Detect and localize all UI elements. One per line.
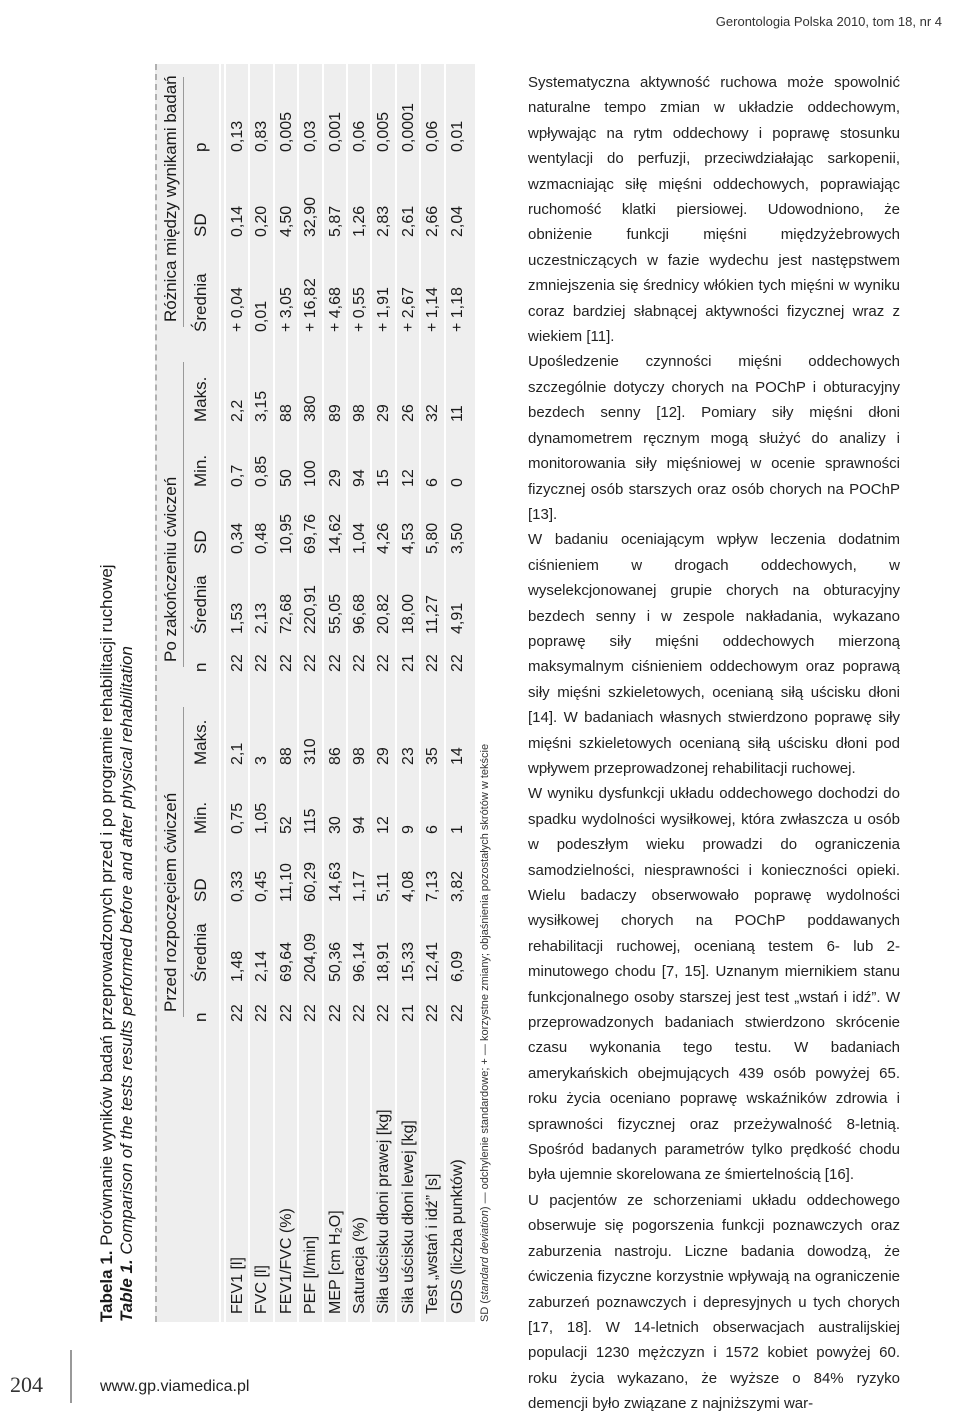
table-cell: 2,04 bbox=[448, 205, 466, 237]
row-label: Saturacja (%) bbox=[351, 1217, 368, 1314]
table-cell: 2,14 bbox=[253, 950, 271, 982]
table-cell: 69,64 bbox=[277, 941, 295, 982]
paragraph: Systematyczna aktywność ruchowa może spowolnić naturalne tempo zmian w układzie oddechowym, wpływając na rytm oddechowy i poprawę stosunku wentylacji do perfuzji, przeciwdziałając sarkopenii, wzmacniając siłę mięśni oddechowych, poprawiając ruchomość klatki piersiowej. Udowodniono, że obniżenie funkcji mięśni międzyżebrowych uczestniczących w fazie wydechu jest następstwem zmniejszenia się średnicy włókien tych mięśni w wyniku coraz bardziej słabnącej aktywności fizycznej wraz z wiekiem [11]. bbox=[528, 74, 900, 346]
table-cell: 2,13 bbox=[253, 602, 271, 634]
table-cell: 22 bbox=[253, 654, 271, 672]
table-cell: 0 bbox=[448, 478, 466, 487]
table-footnote bbox=[479, 744, 491, 1322]
column-header: n bbox=[191, 1012, 210, 1022]
table-caption-pl bbox=[97, 564, 117, 1322]
group-rule-after bbox=[183, 362, 184, 667]
table-cell: 11 bbox=[448, 405, 466, 422]
table-cell: + 0,55 bbox=[351, 287, 368, 332]
column-header: Średnia bbox=[191, 273, 210, 332]
table-cell: 14 bbox=[448, 747, 466, 765]
table-region bbox=[95, 64, 500, 1322]
table-cell: + 4,68 bbox=[326, 287, 344, 332]
table-row bbox=[422, 64, 445, 1322]
table-cell: 26 bbox=[399, 404, 417, 422]
table-cell: 1,05 bbox=[253, 802, 271, 834]
table-cell: + 1,18 bbox=[448, 287, 466, 332]
table-cell: 22 bbox=[448, 1004, 466, 1022]
table-cell: 52 bbox=[277, 816, 295, 834]
table-cell: 0,01 bbox=[253, 300, 271, 332]
column-header: Maks. bbox=[191, 376, 210, 422]
table-cell: 2,1 bbox=[229, 742, 246, 765]
table-cell: 22 bbox=[375, 1004, 393, 1022]
table-cell: 30 bbox=[326, 816, 344, 834]
table-cell: 22 bbox=[424, 1004, 442, 1022]
table-cell: 96,68 bbox=[351, 593, 368, 634]
rotated-table bbox=[95, 64, 500, 1322]
table-cell: 35 bbox=[424, 747, 442, 765]
table-row bbox=[251, 64, 274, 1322]
table-cell: 1,53 bbox=[229, 602, 246, 634]
table-cell: 4,08 bbox=[399, 870, 417, 902]
row-label: MEP [cm H₂O] bbox=[326, 1210, 344, 1314]
table-cell: 22 bbox=[253, 1004, 271, 1022]
table-cell: 6 bbox=[424, 825, 442, 834]
table-cell: 98 bbox=[351, 404, 368, 422]
table-row bbox=[398, 64, 421, 1322]
table-cell: 1,48 bbox=[229, 950, 246, 982]
group-rule-difference bbox=[183, 77, 184, 327]
table-cell: 20,82 bbox=[375, 593, 393, 634]
table-cell: 98 bbox=[351, 747, 368, 765]
row-separator bbox=[395, 64, 397, 1322]
table-cell: 94 bbox=[351, 816, 368, 834]
table-cell: 4,91 bbox=[448, 602, 466, 634]
table-row bbox=[300, 64, 323, 1322]
row-label: FVC [l] bbox=[253, 1265, 271, 1314]
row-separator bbox=[444, 64, 446, 1322]
table-cell: 0,005 bbox=[277, 111, 295, 152]
table-cell: 1,26 bbox=[351, 205, 368, 237]
row-label: FEV1/FVC (%) bbox=[277, 1208, 295, 1314]
table-cell: 89 bbox=[326, 404, 344, 422]
table-cell: 0,45 bbox=[253, 870, 271, 902]
table-cell: 0,7 bbox=[229, 464, 246, 487]
table-cell: 60,29 bbox=[302, 861, 320, 902]
table-cell: 380 bbox=[302, 395, 320, 422]
column-header: Średnia bbox=[191, 575, 210, 634]
table-cell: 0,20 bbox=[253, 205, 271, 237]
table-cell: + 16,82 bbox=[302, 278, 320, 332]
table-cell: 72,68 bbox=[277, 593, 295, 634]
table-cell: 5,11 bbox=[375, 872, 393, 902]
table-cell: 1,04 bbox=[351, 522, 368, 554]
caption-pl-label: Tabela 1. bbox=[97, 1250, 116, 1322]
body-text-column bbox=[528, 70, 900, 1417]
table-cell: 22 bbox=[229, 654, 246, 672]
table-cell: 55,05 bbox=[326, 593, 344, 634]
table-cell: 7,13 bbox=[424, 870, 442, 902]
table-cell: 18,91 bbox=[375, 941, 393, 982]
column-header: Min. bbox=[191, 454, 210, 487]
table-cell: 32,90 bbox=[302, 196, 320, 237]
table-cell: + 1,14 bbox=[424, 287, 442, 332]
table-cell: 12,41 bbox=[424, 941, 442, 982]
table-cell: 204,09 bbox=[302, 933, 320, 982]
table-cell: 69,76 bbox=[302, 513, 320, 554]
table-caption-en bbox=[117, 646, 137, 1322]
table-cell: 22 bbox=[302, 654, 320, 672]
table-cell: 22 bbox=[375, 654, 393, 672]
table-cell: 5,80 bbox=[424, 522, 442, 554]
column-header: SD bbox=[191, 878, 210, 902]
website-link[interactable]: www.gp.viamedica.pl bbox=[100, 1378, 250, 1395]
table-cell: 32 bbox=[424, 404, 442, 422]
row-separator bbox=[297, 64, 299, 1322]
table-cell: 4,53 bbox=[399, 522, 417, 554]
table-cell: 22 bbox=[351, 1004, 368, 1022]
group-header-before: Przed rozpoczęciem ćwiczeń bbox=[161, 792, 180, 1012]
group-rule-before bbox=[183, 707, 184, 1017]
table-cell: 2,66 bbox=[424, 205, 442, 237]
row-label: Siła uścisku dłoni lewej [kg] bbox=[399, 1120, 417, 1314]
table-cell: 0,01 bbox=[448, 120, 466, 152]
table-cell: 100 bbox=[302, 460, 320, 487]
table-cell: 22 bbox=[277, 654, 295, 672]
caption-pl-text: Porównanie wyników badań przeprowadzonych przed i po programie rehabilitacji ruchowej bbox=[97, 564, 116, 1246]
column-header: SD bbox=[191, 213, 210, 237]
table-cell: 14,63 bbox=[326, 861, 344, 902]
footnote-italic: standard deviation bbox=[479, 1210, 491, 1300]
table-cell: 11,10 bbox=[277, 863, 295, 902]
column-header: p bbox=[191, 142, 210, 152]
table-cell: 29 bbox=[375, 404, 393, 422]
paragraph: W badaniu oceniającym wpływ leczenia dodatnim ciśnieniem w drogach oddechowych, w wyselekcjonowanej grupie chorych na obturacyjny bezdech senny i w zespole nakładania, wykazano poprawę siły mięśni oddechowych mierzoną maksymalnym ciśnieniem oddechowym oraz poprawą siły mięśni szkieletowych, ocenianą siłą uścisku dłoni [14]. W badaniach własnych stwierdzono poprawę siły mięśni szkieletowych ocenianą siłą uścisku dłoni pod wpływem przeprowadzonej rehabilitacji ruchowej. bbox=[528, 531, 900, 777]
table-cell: 0,48 bbox=[253, 522, 271, 554]
footnote-rest: ) — odchylenie standardowe; + — korzystne zmiany; objaśnienia pozostałych skrótów w tekście bbox=[479, 743, 491, 1211]
row-separator bbox=[273, 64, 275, 1322]
table-cell: 1 bbox=[448, 825, 466, 834]
table-cell: 310 bbox=[302, 738, 320, 765]
table-cell: 96,14 bbox=[351, 941, 368, 982]
table-cell: 0,33 bbox=[229, 870, 246, 902]
table-cell: 0,001 bbox=[326, 111, 344, 152]
table-cell: 22 bbox=[326, 1004, 344, 1022]
row-label: PEF [l/min] bbox=[302, 1235, 320, 1314]
table-cell: 29 bbox=[375, 747, 393, 765]
table-cell: + 2,67 bbox=[399, 287, 417, 332]
table-cell: 10,95 bbox=[277, 513, 295, 554]
table-cell: 4,50 bbox=[277, 205, 295, 237]
table-cell: 6 bbox=[424, 478, 442, 487]
table-cell: 14,62 bbox=[326, 513, 344, 554]
table-cell: 0,06 bbox=[351, 120, 368, 152]
table-cell: 0,005 bbox=[375, 111, 393, 152]
table-cell: 12 bbox=[399, 469, 417, 487]
table-cell: 0,85 bbox=[253, 455, 271, 487]
table-row bbox=[227, 64, 250, 1322]
header-rule bbox=[219, 64, 221, 1322]
table-cell: + 0,04 bbox=[229, 287, 246, 332]
table-cell: 0,34 bbox=[229, 522, 246, 554]
table-cell: + 3,05 bbox=[277, 287, 295, 332]
table-cell: 0,0001 bbox=[399, 103, 417, 152]
page-number: 204 bbox=[10, 1372, 43, 1397]
footnote-sd: SD ( bbox=[479, 1300, 491, 1322]
table-cell: 18,00 bbox=[399, 593, 417, 634]
table-row bbox=[325, 64, 348, 1322]
table-cell: 1,17 bbox=[351, 870, 368, 902]
table-cell: 12 bbox=[375, 816, 393, 834]
table-cell: 22 bbox=[351, 654, 368, 672]
table-cell: 4,26 bbox=[375, 522, 393, 554]
row-label: FEV1 [l] bbox=[229, 1257, 246, 1314]
page-number-rule bbox=[70, 1350, 72, 1403]
table-cell: 3 bbox=[253, 756, 271, 765]
table-cell: 50,36 bbox=[326, 941, 344, 982]
results-table bbox=[155, 64, 475, 1322]
table-cell: 3,15 bbox=[253, 390, 271, 422]
table-cell: 0,03 bbox=[302, 120, 320, 152]
table-cell: 94 bbox=[351, 469, 368, 487]
table-cell: 15,33 bbox=[399, 941, 417, 982]
row-label: GDS (liczba punktów) bbox=[448, 1159, 466, 1314]
table-row bbox=[447, 64, 470, 1322]
table-cell: 2,83 bbox=[375, 205, 393, 237]
table-cell: 22 bbox=[326, 654, 344, 672]
table-cell: 9 bbox=[399, 825, 417, 834]
table-cell: 2,2 bbox=[229, 399, 246, 422]
table-cell: 115 bbox=[302, 808, 320, 834]
row-label: Siła uścisku dłoni prawej [kg] bbox=[375, 1109, 393, 1314]
table-cell: 22 bbox=[424, 654, 442, 672]
table-row bbox=[349, 64, 372, 1322]
row-separator bbox=[322, 64, 324, 1322]
table-cell: 11,27 bbox=[424, 595, 442, 634]
caption-en-text: Comparison of the tests results performed before and after physical rehabilitation bbox=[117, 646, 136, 1255]
row-separator bbox=[224, 64, 226, 1322]
table-cell: 0,13 bbox=[229, 120, 246, 152]
row-label: Test „wstań i idź” [s] bbox=[424, 1173, 442, 1314]
table-cell: 220,91 bbox=[302, 585, 320, 634]
table-row bbox=[276, 64, 299, 1322]
table-cell: 22 bbox=[302, 1004, 320, 1022]
table-cell: 22 bbox=[448, 654, 466, 672]
table-cell: 50 bbox=[277, 469, 295, 487]
paragraph: W wyniku dysfunkcji układu oddechowego dochodzi do spadku wydolności wysiłkowej, która zwłaszcza u osób w podeszłym wieku prowadzi do ograniczenia samodzielności, niesprawności i konieczności opieki. Wielu badaczy obserwowało poprawę wydolności wysiłkowej chorych na POChP poddawanych rehabilitacji ruchowej, ocenianą testem 6- lub 2-minutowego chodu [7, 15]. Uznanym miernikiem stanu funkcjonalnego osoby starszej jest test „wstań i idź”. W przeprowadzonych badaniach stwierdzono skrócenie czasu wykonania tego testu. W badaniach amerykańskich obejmujących 439 osób powyżej 65. roku życia oceniano poprawę wskaźników zdrowia i sprawności fizycznej oraz przeżywalność 8-letnią. Spośród badanych parametrów tylko prędkość chodu była ujemnie skorelowana ze śmiertelnością [16]. bbox=[528, 785, 900, 1184]
row-separator bbox=[248, 64, 250, 1322]
table-cell: 0,75 bbox=[229, 802, 246, 834]
table-cell: + 1,91 bbox=[375, 287, 393, 332]
table-cell: 3,82 bbox=[448, 870, 466, 902]
group-header-after: Po zakończeniu ćwiczeń bbox=[161, 476, 180, 662]
group-header-difference: Różnica między wynikami badań bbox=[161, 75, 180, 322]
running-head: Gerontologia Polska 2010, tom 18, nr 4 bbox=[715, 14, 942, 29]
row-separator bbox=[419, 64, 421, 1322]
table-cell: 3,50 bbox=[448, 522, 466, 554]
table-cell: 2,61 bbox=[399, 205, 417, 237]
caption-en-label: Table 1. bbox=[117, 1259, 136, 1322]
table-cell: 22 bbox=[229, 1004, 246, 1022]
table-cell: 29 bbox=[326, 469, 344, 487]
table-cell: 6,09 bbox=[448, 950, 466, 982]
column-header: n bbox=[191, 662, 210, 672]
table-cell: 86 bbox=[326, 747, 344, 765]
table-cell: 0,14 bbox=[229, 205, 246, 237]
table-row bbox=[373, 64, 396, 1322]
column-header: Min. bbox=[191, 801, 210, 834]
table-cell: 0,06 bbox=[424, 120, 442, 152]
paragraph: U pacjentów ze schorzeniami układu oddechowego obserwuje się pogorszenia funkcji poznawczych oraz zaburzenia nastroju. Liczne badania dowodzą, że ćwiczenia fizyczne korzystnie wpływają na ograniczenie zaburzeń poznawczych i depresyjnych u tych chorych [17, 18]. W 14-letnich obserwacjach australijskiej populacji 1230 mężczyzn i 1572 kobiet powyżej 60. roku życia wykazano, że wyższe o 84% ryzyko demencji było związane z najniższymi war- bbox=[528, 1191, 900, 1413]
column-header: SD bbox=[191, 530, 210, 554]
table-cell: 5,87 bbox=[326, 205, 344, 237]
column-header: Średnia bbox=[191, 923, 210, 982]
column-header: Maks. bbox=[191, 719, 210, 765]
paragraph: Upośledzenie czynności mięśni oddechowych szczególnie dotyczy chorych na POChP i obturacyjny bezdech senny [12]. Pomiary siły mięśni dłoni dynamometrem ręcznym mogą służyć do analizy i monitorowania siły mięśniowej w ocenie sprawności fizycznej osób starszych oraz osób chorych na POChP [13]. bbox=[528, 353, 900, 523]
table-cell: 21 bbox=[399, 1004, 417, 1022]
table-cell: 21 bbox=[399, 654, 417, 672]
table-cell: 23 bbox=[399, 747, 417, 765]
table-cell: 0,83 bbox=[253, 120, 271, 152]
table-cell: 22 bbox=[277, 1004, 295, 1022]
table-cell: 15 bbox=[375, 469, 393, 487]
row-separator bbox=[346, 64, 348, 1322]
table-cell: 88 bbox=[277, 404, 295, 422]
table-cell: 88 bbox=[277, 747, 295, 765]
row-separator bbox=[370, 64, 372, 1322]
